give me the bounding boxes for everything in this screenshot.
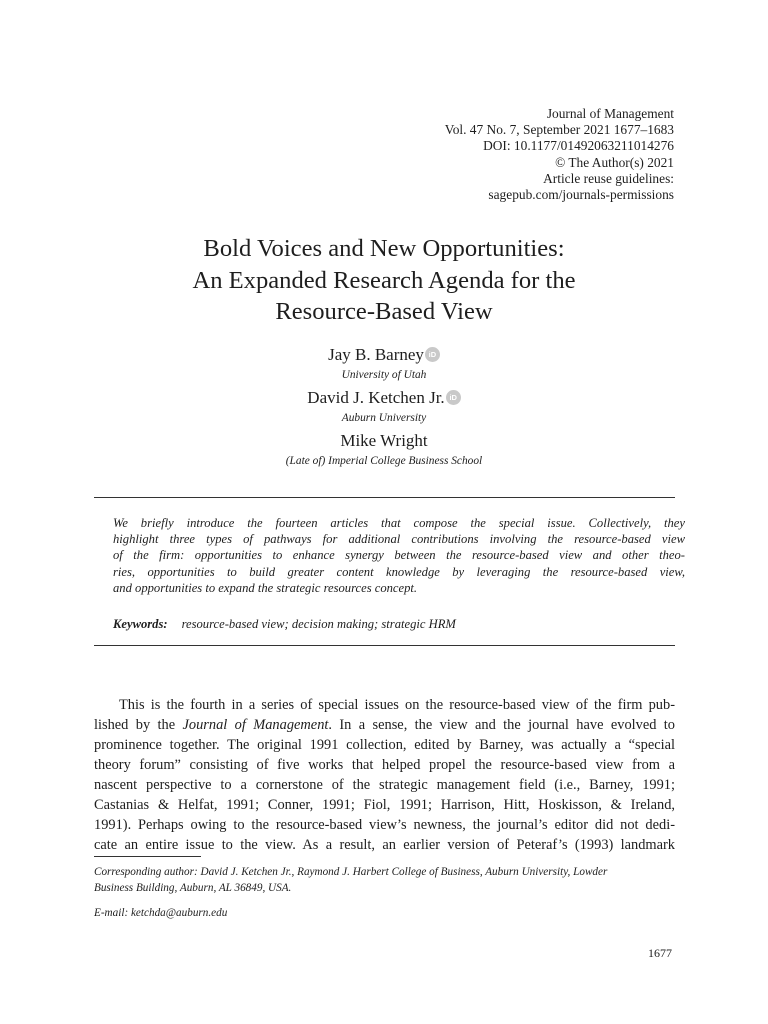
author-affiliation: (Late of) Imperial College Business School [285,455,483,467]
journal-name: Journal of Management [546,106,674,121]
orcid-icon[interactable]: iD [446,390,461,405]
body-line [94,715,675,735]
title-line: An Expanded Research Agenda for the [192,266,576,294]
article-title [0,233,768,328]
abstract-top-divider [94,497,675,498]
doi: DOI: 10.1177/01492063211014276 [483,138,674,154]
body-line: Castanias & Helfat, 1991; Conner, 1991; Fiol, 1991; Harrison, Hitt, Hoskisson, & Ireland, [94,797,675,813]
email-line: E-mail: ketchda@auburn.edu [94,907,228,919]
body-line: nascent perspective to a cornerstone of the strategic management field (i.e., Barney, 1991; [94,777,675,793]
abstract-line: We briefly introduce the fourteen articles that compose the special issue. Collectively, they [113,516,685,530]
author-block [0,344,768,473]
abstract-bottom-divider [94,645,675,646]
reuse-label: Article reuse guidelines: [543,170,674,186]
author-affiliation: University of Utah [341,369,427,381]
body-line: 1991). Perhaps owing to the resource-based view’s newness, the journal’s editor did not dedi- [94,817,675,833]
body-text [94,695,675,855]
volume-info: Vol. 47 No. 7, September 2021 1677–1683 [444,122,674,138]
email-note [94,906,675,922]
body-line: This is the fourth in a series of special issues on the resource-based view of the firm pub- [119,697,675,713]
body-line: prominence together. The original 1991 collection, edited by Barney, was actually a “special [94,737,675,753]
body-line: theory forum” consisting of five works that helped propel the resource-based view from a [94,757,675,773]
body-line: cate an entire issue to the view. As a result, an earlier version of Peteraf’s (1993) landmark [94,837,675,853]
copyright: © The Author(s) 2021 [555,154,674,170]
journal-meta [445,106,674,203]
footnote-line: Business Building, Auburn, AL 36849, USA. [94,881,292,894]
reuse-link[interactable]: sagepub.com/journals-permissions [488,187,674,203]
abstract [113,515,685,596]
author-name: Jay B. Barney [328,345,424,364]
abstract-line: highlight three types of pathways for additional contributions involving the resource-based view [113,532,685,547]
abstract-line: of the firm: opportunities to enhance synergy between the resource-based view and other theo- [113,548,685,563]
journal-title-italic: Journal of Management [182,717,329,733]
keywords-label: Keywords: [113,617,168,631]
abstract-line: and opportunities to expand the strategic resources concept. [113,580,418,595]
body-text-fragment: . In a sense, the view and the journal have evolved to [328,717,675,733]
title-line: Bold Voices and New Opportunities: [203,235,565,262]
footnote-divider [94,856,201,857]
corresponding-author-note [94,865,675,897]
abstract-line: ries, opportunities to build greater content knowledge by leveraging the resource-based view, [113,564,685,579]
orcid-icon[interactable]: iD [425,347,440,362]
title-line: Resource-Based View [275,298,493,325]
body-text-fragment: lished by the [94,717,183,733]
keywords-value: resource-based view; decision making; strategic HRM [181,617,456,631]
author-name: Mike Wright [340,431,428,450]
footnote-line: Corresponding author: David J. Ketchen Jr., Raymond J. Harbert College of Business, Auburn University, Lowder [94,866,608,878]
page-number: 1677 [648,946,672,960]
keywords [113,616,456,632]
author-affiliation: Auburn University [341,412,427,424]
author-name: David J. Ketchen Jr. [307,388,445,407]
